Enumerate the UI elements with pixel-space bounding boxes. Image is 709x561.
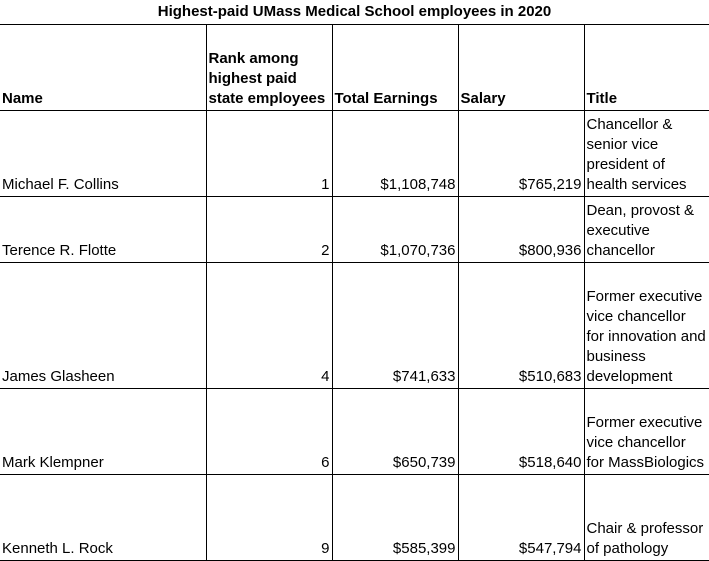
cell-title: Chair & professor of pathology <box>584 475 709 561</box>
cell-name: Terence R. Flotte <box>0 197 206 263</box>
cell-salary: $510,683 <box>458 263 584 389</box>
cell-rank: 1 <box>206 111 332 197</box>
cell-rank: 2 <box>206 197 332 263</box>
cell-name: Michael F. Collins <box>0 111 206 197</box>
cell-total-earnings: $650,739 <box>332 389 458 475</box>
column-header-rank: Rank among highest paid state employees <box>206 25 332 111</box>
column-header-title: Title <box>584 25 709 111</box>
cell-title: Chancellor & senior vice president of health services <box>584 111 709 197</box>
cell-rank: 9 <box>206 475 332 561</box>
cell-name: James Glasheen <box>0 263 206 389</box>
employees-table <box>0 24 709 561</box>
cell-name: Kenneth L. Rock <box>0 475 206 561</box>
cell-rank: 4 <box>206 263 332 389</box>
cell-total-earnings: $741,633 <box>332 263 458 389</box>
table-row <box>0 263 709 389</box>
cell-rank: 6 <box>206 389 332 475</box>
table-title: Highest-paid UMass Medical School employees in 2020 <box>157 3 552 20</box>
header-row <box>0 25 709 111</box>
cell-total-earnings: $1,108,748 <box>332 111 458 197</box>
cell-salary: $518,640 <box>458 389 584 475</box>
cell-title: Former executive vice chancellor for MassBiologics <box>584 389 709 475</box>
table-row <box>0 475 709 561</box>
column-header-name: Name <box>0 25 206 111</box>
cell-salary: $547,794 <box>458 475 584 561</box>
cell-salary: $800,936 <box>458 197 584 263</box>
cell-title: Dean, provost & executive chancellor <box>584 197 709 263</box>
column-header-total-earnings: Total Earnings <box>332 25 458 111</box>
cell-total-earnings: $1,070,736 <box>332 197 458 263</box>
cell-name: Mark Klempner <box>0 389 206 475</box>
cell-title: Former executive vice chancellor for innovation and business development <box>584 263 709 389</box>
table-row <box>0 197 709 263</box>
cell-salary: $765,219 <box>458 111 584 197</box>
table-row <box>0 111 709 197</box>
cell-total-earnings: $585,399 <box>332 475 458 561</box>
table-row <box>0 389 709 475</box>
column-header-salary: Salary <box>458 25 584 111</box>
